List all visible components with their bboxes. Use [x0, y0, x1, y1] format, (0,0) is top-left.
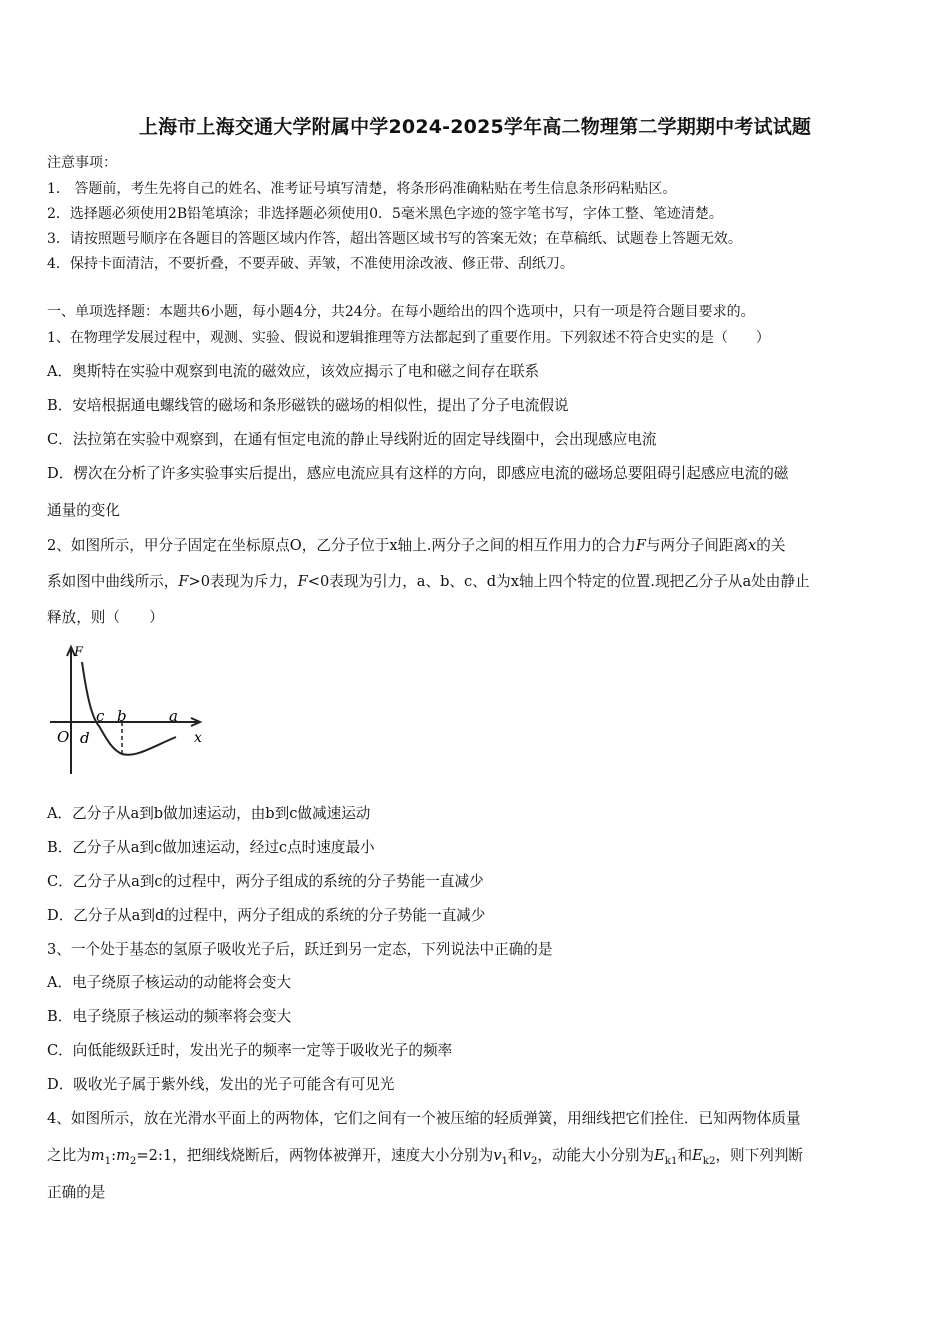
section-heading: 一、单项选择题：本题共6小题，每小题4分，共24分。在每小题给出的四个选项中，只有一项是符合题目要求的。 [47, 304, 755, 320]
fig-label-d: d [80, 729, 90, 747]
notice-item-3: 3．请按照题号顺序在各题目的答题区域内作答，超出答题区域书写的答案无效；在草稿纸、试题卷上答题无效。 [47, 231, 742, 247]
q4-stem-line1: 4、如图所示，放在光滑水平面上的两物体，它们之间有一个被压缩的轻质弹簧，用细线把它们拴住．已知两物体质量 [47, 1110, 801, 1127]
q2-option-c: C．乙分子从a到c的过程中，两分子组成的系统的分子势能一直减少 [47, 873, 484, 890]
q4-stem-line3: 正确的是 [47, 1184, 106, 1201]
fig-label-x: x [194, 730, 202, 746]
notice-item-2: 2．选择题必须使用2B铅笔填涂；非选择题必须使用0．5毫米黑色字迹的签字笔书写，字体工整、笔迹清楚。 [47, 206, 723, 222]
q2-stem-line3: 释放，则（ ） [47, 609, 164, 626]
q1-option-d-line2: 通量的变化 [47, 502, 120, 519]
q2-stem-line2: 系如图中曲线所示，F>0表现为斥力，F<0表现为引力，a、b、c、d为x轴上四个特定的位置.现把乙分子从a处由静止 [47, 573, 810, 590]
q1-option-d-line1: D．楞次在分析了许多实验事实后提出，感应电流应具有这样的方向，即感应电流的磁场总要阻碍引起感应电流的磁 [47, 465, 789, 482]
fig-label-b: b [117, 707, 127, 725]
q3-option-c: C．向低能级跃迁时，发出光子的频率一定等于吸收光子的频率 [47, 1042, 453, 1059]
notice-heading: 注意事项： [47, 155, 117, 171]
q3-option-a: A．电子绕原子核运动的动能将会变大 [47, 974, 292, 991]
q3-option-b: B．电子绕原子核运动的频率将会变大 [47, 1008, 292, 1025]
fig-label-c: c [96, 707, 105, 725]
q1-stem: 1、在物理学发展过程中，观测、实验、假说和逻辑推理等方法都起到了重要作用。下列叙述不符合史实的是（ ） [47, 330, 770, 346]
fig-label-o: O [57, 728, 70, 746]
fig-label-f: F [74, 645, 84, 660]
q4-stem-line2: 之比为$m_1:m_2=2:1$，把细线烧断后，两物体被弹开，速度大小分别为$v_1$和$v_2$，动能大小分别为$E_{k1}$和$E_{k2}$，则下列判断 [47, 1147, 804, 1167]
q3-stem: 3、一个处于基态的氢原子吸收光子后，跃迁到另一定态，下列说法中正确的是 [47, 941, 553, 958]
page-title: 上海市上海交通大学附属中学2024-2025学年高二物理第二学期期中考试试题 [138, 116, 812, 138]
q1-option-a: A．奥斯特在实验中观察到电流的磁效应，该效应揭示了电和磁之间存在联系 [47, 363, 540, 380]
q1-option-c: C．法拉第在实验中观察到，在通有恒定电流的静止导线附近的固定导线圈中，会出现感应电流 [47, 431, 657, 448]
q2-option-a: A．乙分子从a到b做加速运动，由b到c做减速运动 [47, 805, 371, 822]
q2-option-b: B．乙分子从a到c做加速运动，经过c点时速度最小 [47, 839, 375, 856]
q1-option-b: B．安培根据通电螺线管的磁场和条形磁铁的磁场的相似性，提出了分子电流假说 [47, 397, 569, 414]
q2-stem-line1: 2、如图所示，甲分子固定在坐标原点O，乙分子位于x轴上.两分子之间的相互作用力的合力F与两分子间距离x的关 [47, 537, 786, 554]
notice-item-4: 4．保持卡面清洁，不要折叠，不要弄破、弄皱，不准使用涂改液、修正带、刮纸刀。 [47, 256, 574, 272]
q3-option-d: D．吸收光子属于紫外线，发出的光子可能含有可见光 [47, 1076, 395, 1093]
notice-item-1: 1． 答题前，考生先将自己的姓名、准考证号填写清楚，将条形码准确粘贴在考生信息条形码粘贴区。 [47, 181, 677, 197]
q2-option-d: D．乙分子从a到d的过程中，两分子组成的系统的分子势能一直减少 [47, 907, 486, 924]
fig-label-a: a [169, 707, 178, 725]
force-distance-graph [44, 642, 209, 782]
